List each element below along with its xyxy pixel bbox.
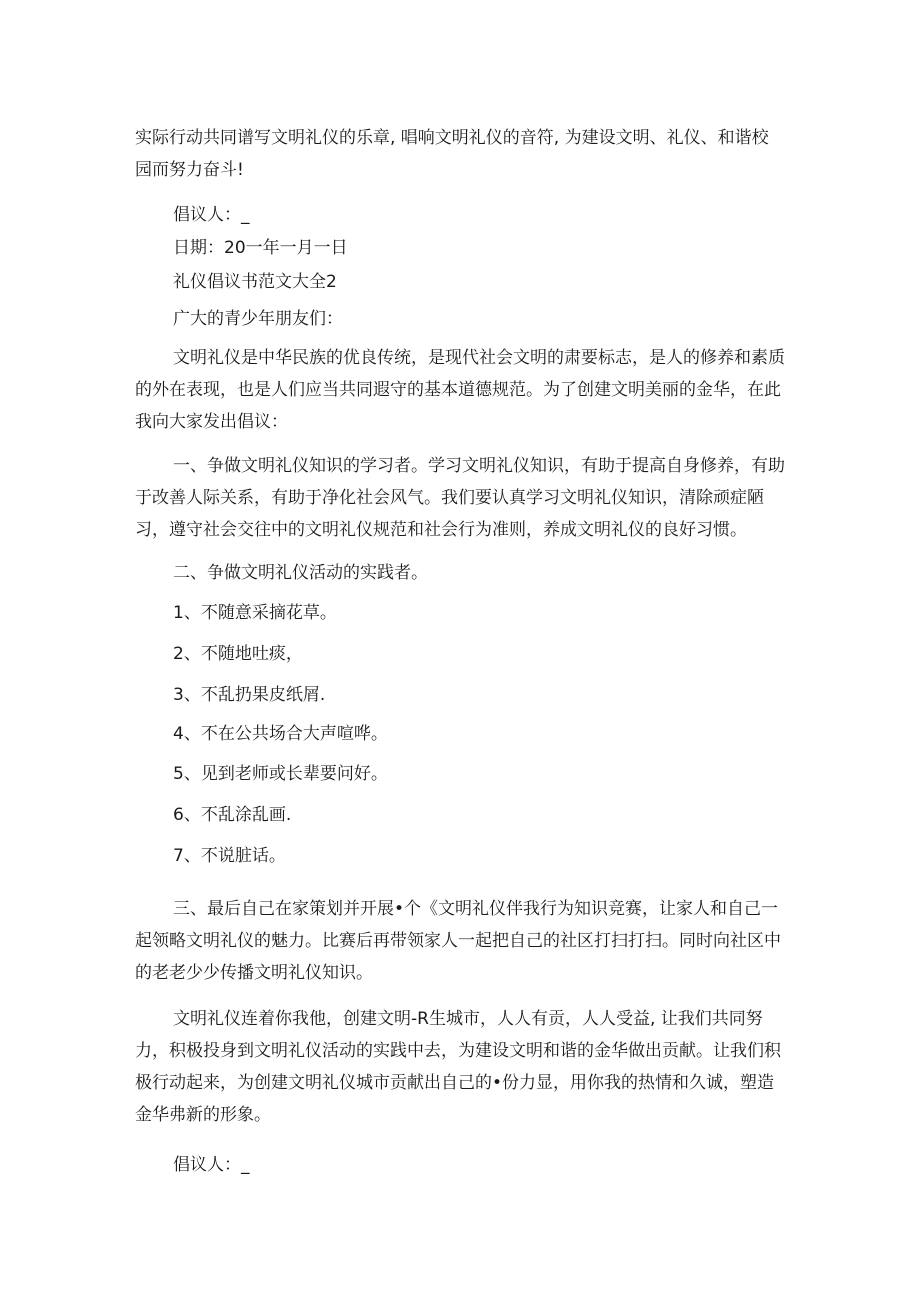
list-item: 1、不随意采摘花草。 bbox=[173, 603, 337, 623]
list-item: 7、不说脏话。 bbox=[173, 846, 286, 866]
paragraph-intro: 文明礼仪是中华民族的优良传统，是现代社会文明的肃要标志，是人的修养和素质的外在表现，也是人们应当共同遐守的基本道德规范。为了创建文明美丽的金华，在此我向大家发出倡议： bbox=[135, 348, 785, 432]
paragraph-point-two: 二、争做文明礼仪活动的实践者。 bbox=[173, 563, 428, 583]
paragraph-conclusion: 文明礼仪连着你我他，创建文明-R生城市，人人有贡，人人受益, 让我们共同努力，积极投身到文明礼仪活动的实践中去，为建设文明和谐的金华做出贡献。让我们积极行动起来，为创建文明礼仪城市贡献出自己的•份力显，用你我的热情和久诚，塑造金华弗新的形象。 bbox=[135, 1009, 781, 1125]
list-item: 5、见到老师或长辈要问好。 bbox=[173, 764, 388, 784]
section-title: 礼仪倡议书范文大全2 bbox=[173, 272, 337, 292]
paragraph-closing-previous: 实际行动共同谱写文明礼仪的乐章, 唱响文明礼仪的音符, 为建设文明、礼仪、和谐校园而努力奋斗! bbox=[135, 128, 769, 180]
list-item: 6、不乱涂乱画. bbox=[173, 805, 292, 825]
list-item: 4、不在公共场合大声喧哗。 bbox=[173, 724, 388, 744]
list-item: 3、不乱扔果皮纸屑. bbox=[173, 685, 326, 705]
proposer-line-bottom: 倡议人：_ bbox=[173, 1155, 250, 1175]
salutation: 广大的青少年朋友们： bbox=[173, 309, 343, 329]
paragraph-point-one: 一、争做文明礼仪知识的学习者。学习文明礼仪知识，有助于提高自身修养，有助于改善人际关系，有助于净化社会风气。我们要认真学习文明礼仪知识，清除顽症陋习，遵守社会交往中的文明礼仪规范和社会行为准则，养成文明礼仪的良好习惯。 bbox=[135, 456, 785, 540]
paragraph-point-three: 三、最后自己在家策划并开展•个《文明礼仪伴我行为知识竞赛，让家人和自己一起领略文明礼仪的魅力。比赛后再带领家人一起把自己的社区打扫打扫。同时向社区中的老老少少传播文明礼仪知识。 bbox=[135, 899, 781, 983]
date-line: 日期：20一年一月一日 bbox=[173, 238, 348, 258]
proposer-line: 倡议人：_ bbox=[173, 205, 250, 225]
list-item: 2、不随地吐痰， bbox=[173, 644, 303, 664]
